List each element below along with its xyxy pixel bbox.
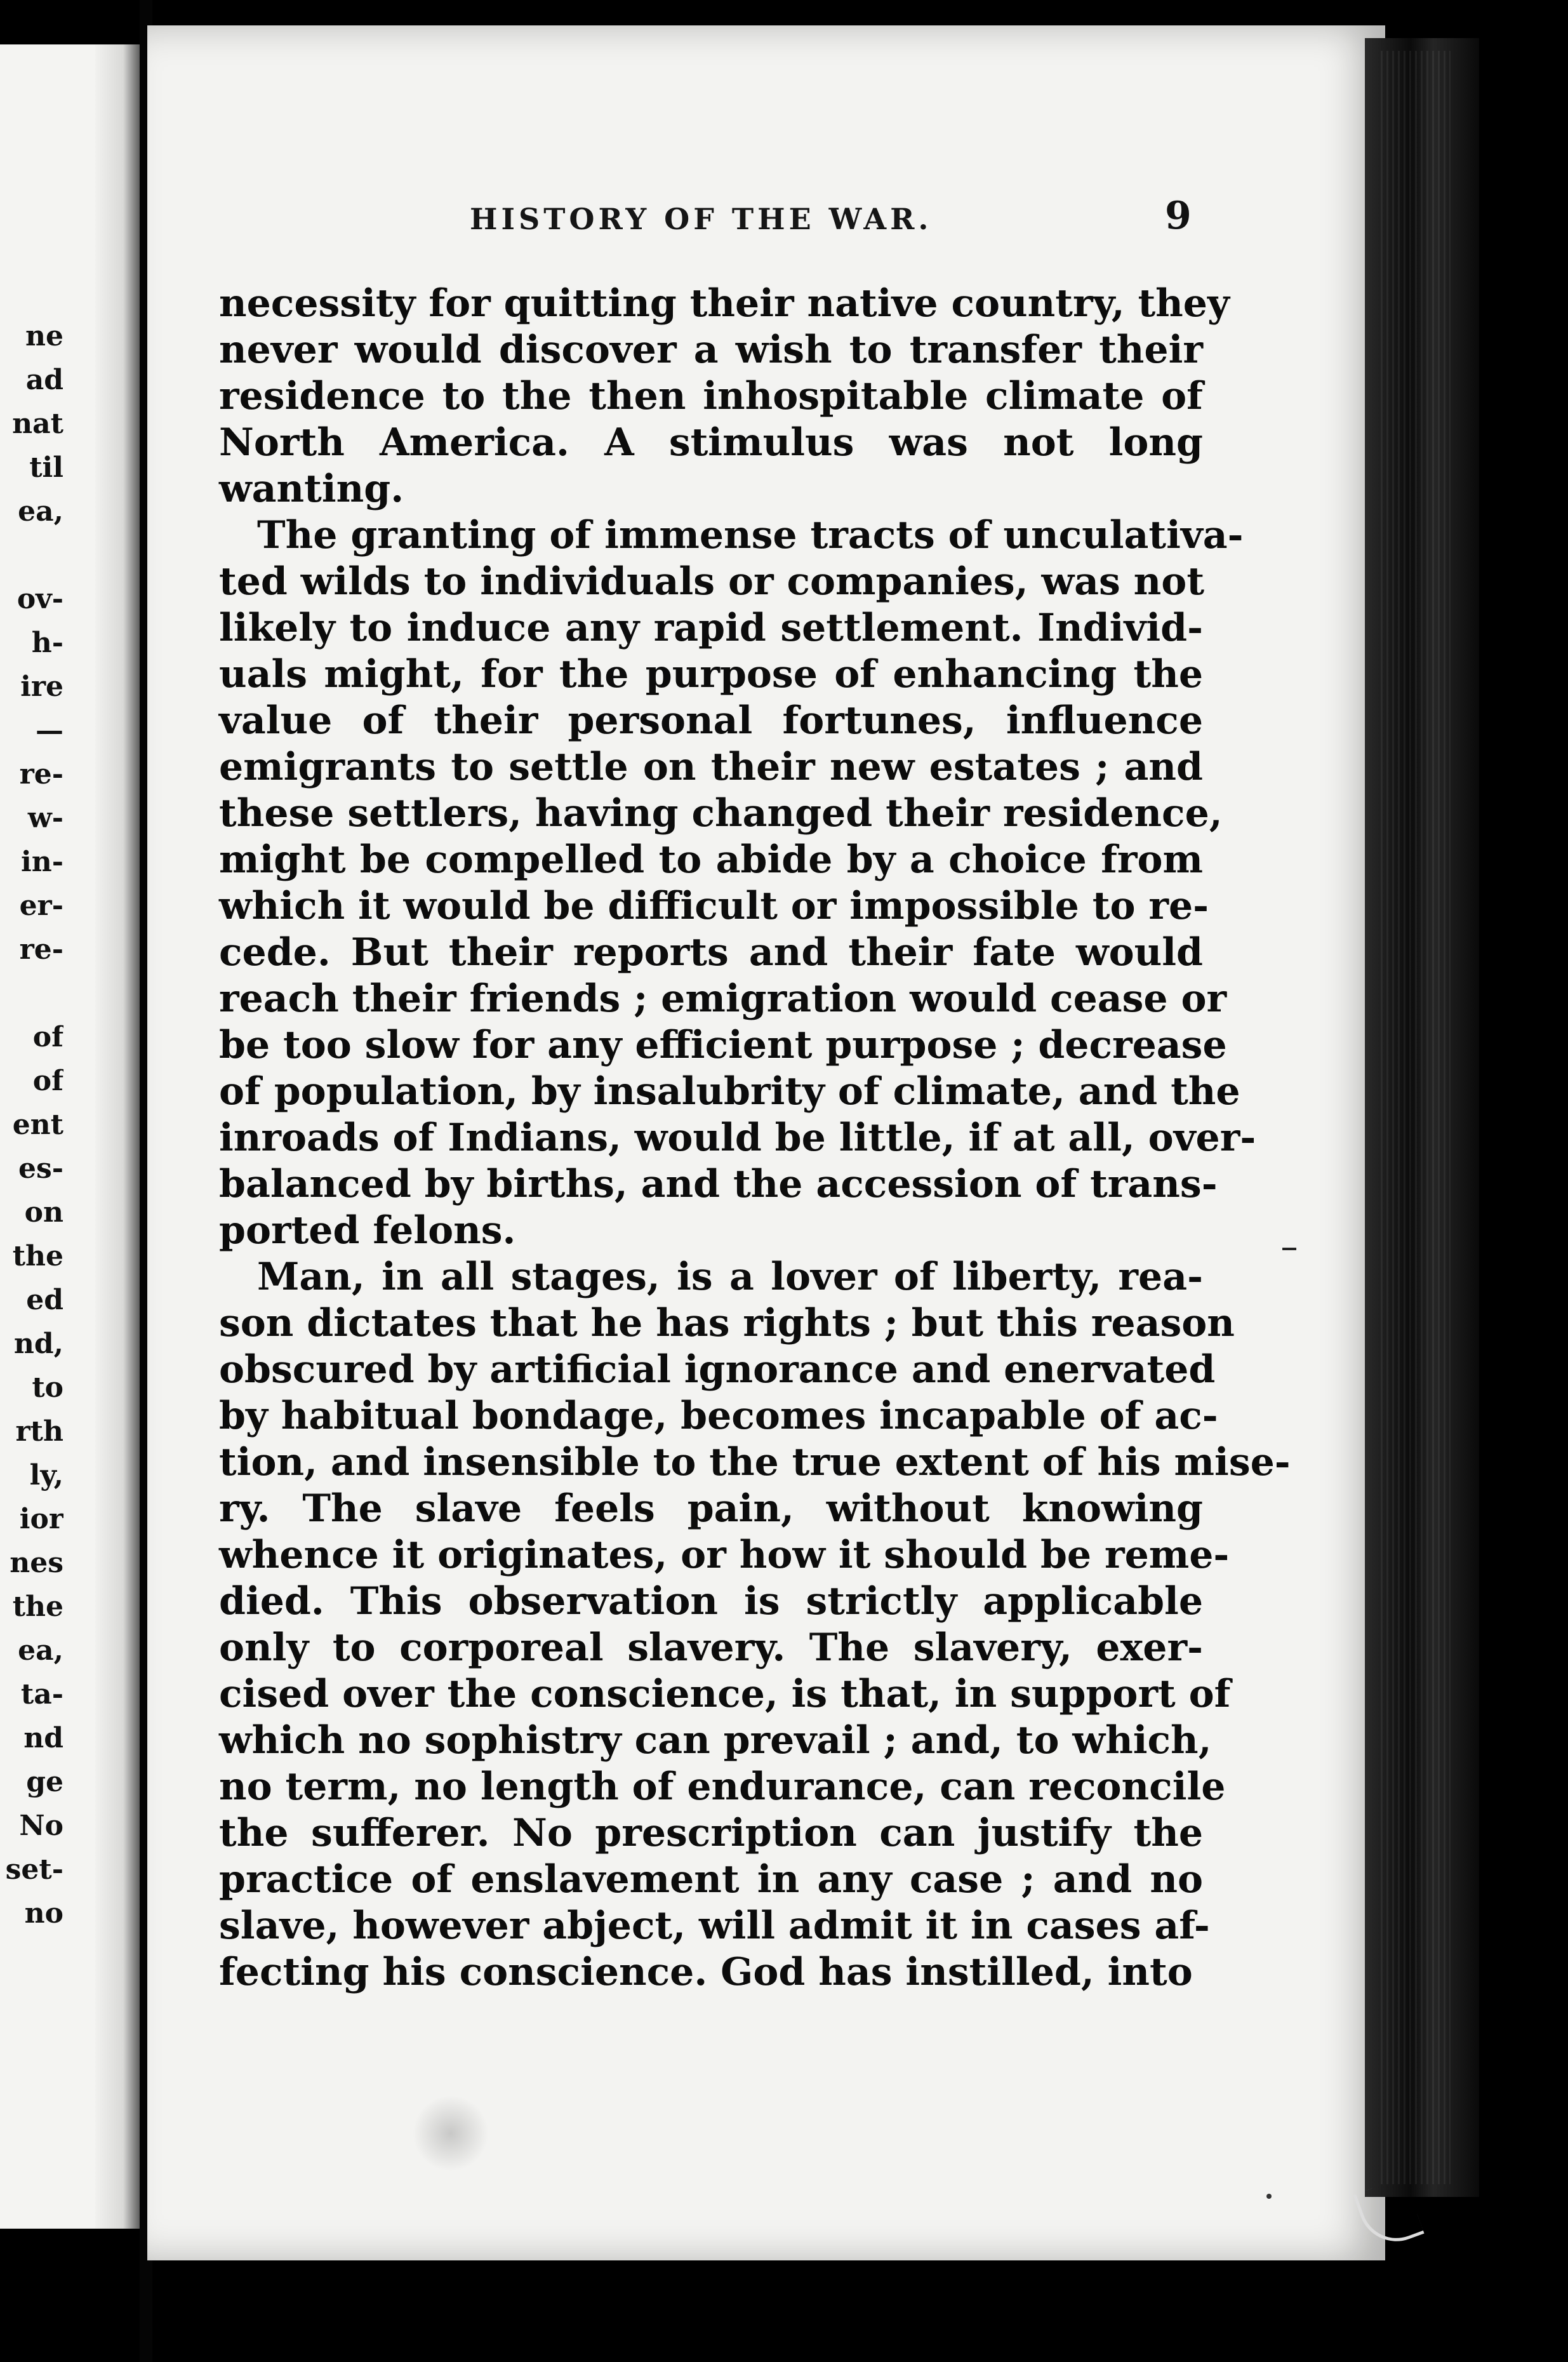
previous-page-fragment: rth [15, 1415, 63, 1448]
previous-page-fragment: no [24, 1897, 63, 1930]
text-line: died. This observation is strictly applicable [219, 1579, 1203, 1624]
previous-page-fragment: ta- [20, 1678, 63, 1711]
previous-page-fragment: re- [19, 933, 63, 966]
previous-page-fragment: ly, [29, 1459, 63, 1491]
text-line: of population, by insalubrity of climate, and the [219, 1069, 1240, 1114]
text-line: practice of enslavement in any case ; and no [219, 1857, 1203, 1902]
previous-page-fragment: ad [25, 364, 63, 396]
previous-page-fragment: of [32, 1021, 63, 1053]
previous-page-fragment: nd [23, 1722, 63, 1754]
previous-page-fragment: til [29, 451, 63, 484]
previous-page-fragment: ior [19, 1503, 63, 1535]
text-line: cised over the conscience, is that, in support of [219, 1672, 1231, 1716]
text-line: fecting his conscience. God has instilled, into [219, 1950, 1193, 1994]
page-stain [413, 2095, 489, 2172]
text-line: no term, no length of endurance, can reconcile [219, 1765, 1226, 1809]
previous-page-fragment: nes [10, 1547, 63, 1579]
text-line: only to corporeal slavery. The slavery, exer- [219, 1625, 1203, 1670]
text-line: these settlers, having changed their residence, [219, 791, 1223, 836]
previous-page-fragment: nat [12, 408, 63, 440]
text-line: balanced by births, and the accession of trans- [219, 1162, 1218, 1206]
text-line: be too slow for any efficient purpose ; decrease [219, 1023, 1227, 1067]
previous-page-fragment: er- [19, 890, 63, 922]
previous-page-fragment: in- [21, 846, 63, 878]
text-line: son dictates that he has rights ; but this reason [219, 1301, 1235, 1345]
text-line: which no sophistry can prevail ; and, to which, [219, 1718, 1212, 1763]
text-line: reach their friends ; emigration would cease or [219, 977, 1227, 1021]
margin-dot [1266, 2194, 1272, 2199]
previous-page-fragment: h- [31, 627, 63, 659]
text-line: inroads of Indians, would be little, if at all, over- [219, 1116, 1256, 1160]
previous-page-fragment: No [19, 1810, 63, 1842]
previous-page-fragment: set- [5, 1853, 63, 1886]
text-line: emigrants to settle on their new estates ; and [219, 745, 1203, 789]
previous-page-fragment: the [12, 1240, 63, 1272]
text-line: uals might, for the purpose of enhancing the [219, 652, 1203, 697]
previous-page-fragment: ea, [18, 1634, 63, 1667]
text-line: likely to induce any rapid settlement. Individ- [219, 606, 1203, 650]
previous-page-fragment: the [12, 1591, 63, 1623]
text-line: whence it originates, or how it should be reme- [219, 1533, 1230, 1577]
previous-page-fragment [0, 971, 63, 1015]
previous-page-fragment: es- [18, 1152, 63, 1185]
previous-page-edge [95, 44, 146, 2229]
margin-mark [1282, 1248, 1296, 1250]
previous-page-fragment: on [24, 1196, 63, 1229]
paragraph [219, 281, 1230, 512]
previous-page-fragment: w- [27, 802, 63, 834]
text-line: tion, and insensible to the true extent of his mise- [219, 1440, 1291, 1485]
text-line: necessity for quitting their native country, they [219, 281, 1230, 326]
previous-page-fragment: of [32, 1065, 63, 1097]
previous-page-fragment: nd, [13, 1328, 63, 1360]
previous-page-text-fragments [0, 314, 63, 1935]
text-line: ry. The slave feels pain, without knowing [219, 1486, 1203, 1531]
running-head: HISTORY OF THE WAR. [470, 202, 933, 236]
text-line: residence to the then inhospitable climate of [219, 374, 1203, 418]
text-line: ported felons. [219, 1208, 516, 1253]
previous-page-fragment: re- [19, 758, 63, 791]
previous-page-fragment: ire [20, 671, 63, 703]
previous-page-fragment [0, 533, 63, 577]
page-number: 9 [1165, 194, 1192, 238]
previous-page-fragment: to [32, 1371, 63, 1404]
text-line: value of their personal fortunes, influence [219, 698, 1203, 743]
body-text [219, 281, 1291, 1996]
text-line: by habitual bondage, becomes incapable of ac- [219, 1394, 1218, 1438]
text-line: obscured by artificial ignorance and enervated [219, 1347, 1216, 1392]
text-line: which it would be difficult or impossible to re- [219, 884, 1209, 928]
previous-page-fragment: ge [26, 1766, 63, 1798]
page-stack-lines [1381, 51, 1451, 2184]
text-line: North America. A stimulus was not long [219, 420, 1203, 465]
paragraph [219, 1254, 1291, 1996]
text-line: slave, however abject, will admit it in cases af- [219, 1904, 1210, 1948]
previous-page-fragment: — [36, 714, 63, 747]
previous-page-fragment: ov- [17, 583, 63, 615]
previous-page-fragment: ea, [18, 495, 63, 528]
previous-page-fragment: ed [26, 1284, 63, 1316]
text-line: The granting of immense tracts of unculativa- [257, 513, 1244, 557]
text-line: might be compelled to abide by a choice from [219, 837, 1203, 882]
paragraph [219, 512, 1256, 1254]
text-line: ted wilds to individuals or companies, was not [219, 559, 1205, 604]
text-line: cede. But their reports and their fate would [219, 930, 1203, 975]
text-line: wanting. [219, 467, 404, 511]
text-line: never would discover a wish to transfer their [219, 328, 1203, 372]
text-line: the sufferer. No prescription can justify the [219, 1811, 1203, 1855]
previous-page-fragment: ne [25, 320, 63, 352]
text-line: Man, in all stages, is a lover of liberty, rea- [257, 1255, 1203, 1299]
previous-page-fragment: ent [12, 1109, 63, 1141]
